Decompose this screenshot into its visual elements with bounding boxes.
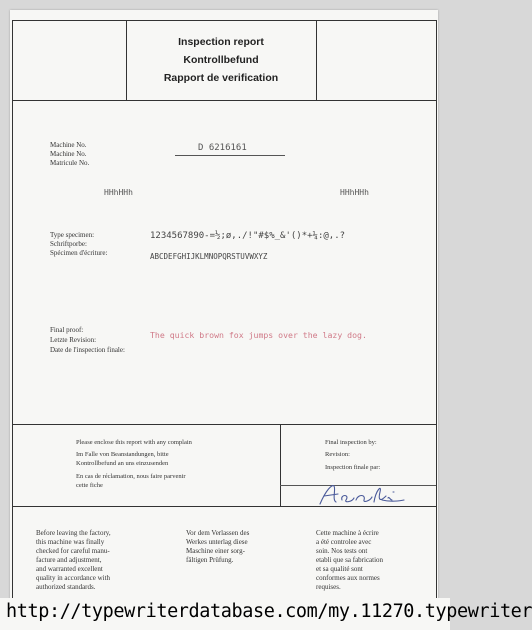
header-divider-right: [316, 20, 317, 100]
specimen-line-2: ABCDEFGHIJKLMNOPQRSTUVWXYZ: [150, 252, 268, 261]
frame-left: [12, 20, 13, 620]
complaint-en: Please enclose this report with any complain: [76, 439, 192, 446]
footer-de-0: Vor dem Verlassen des: [186, 529, 250, 537]
final-proof-label-fr: Date de l'inspection finale:: [50, 346, 125, 354]
sample-right: HHhHHh: [340, 188, 369, 197]
signature-text: Asahi: [316, 480, 319, 481]
footer-de-1: Werkes unterlag diese: [186, 538, 248, 546]
header-bottom-rule: [12, 100, 436, 101]
specimen-line-1: 1234567890-=½;ø,./!"#$%_&'()*+¼:@,.?: [150, 231, 346, 241]
title-de: Kontrollbefund: [183, 54, 259, 66]
footer-fr-6: requises.: [316, 583, 341, 591]
machine-number-underline: [175, 155, 285, 156]
footer-fr-2: soin. Nos tests ont: [316, 547, 368, 555]
footer-fr-0: Cette machine à écrire: [316, 529, 379, 537]
frame-right: [436, 20, 437, 620]
sample-left: HHhHHh: [104, 188, 133, 197]
complaint-de-1: Im Falle von Beanstandungen, bitte: [76, 451, 169, 458]
complaint-fr-2: cette fiche: [76, 482, 103, 489]
machine-label-fr: Matricule No.: [50, 159, 90, 167]
complaint-top-rule: [12, 424, 436, 425]
frame-top: [12, 20, 436, 21]
specimen-label-de: Schriftporbe:: [50, 240, 87, 248]
final-proof-label-de: Letzte Revision:: [50, 336, 97, 344]
complaint-de-2: Kontrollbefund an uns einzusenden: [76, 460, 169, 467]
footer-en-6: authorized standards.: [36, 583, 96, 591]
machine-label-en: Machine No.: [50, 141, 87, 149]
footer-en-2: checked for careful manu-: [36, 547, 110, 555]
title-en: Inspection report: [178, 36, 264, 48]
final-inspection-de: Revision:: [325, 451, 350, 458]
footer-fr-4: et sa qualité sont: [316, 565, 363, 573]
footer-en-3: facture and adjustment,: [36, 556, 102, 564]
watermark-url: http://typewriterdatabase.com/my.11270.typewriter: [6, 601, 532, 622]
footer-de-2: Maschine einer sorg-: [186, 547, 245, 555]
footer-fr-1: a été controlee avec: [316, 538, 372, 546]
specimen-label-en: Type specimen:: [50, 231, 95, 239]
complaint-divider: [280, 424, 281, 506]
specimen-label-fr: Spécimen d'écriture:: [50, 249, 108, 257]
complaint-fr-1: En cas de réclamation, nous faire parvenir: [76, 473, 186, 480]
footer-fr-5: conformes aux normes: [316, 574, 380, 582]
machine-number: D 6216161: [198, 143, 247, 153]
final-proof-label-en: Final proof:: [50, 326, 84, 334]
signature: [316, 480, 406, 510]
title-fr: Rapport de verification: [163, 72, 279, 84]
footer-en-4: and warranted excellent: [36, 565, 103, 573]
footer-en-5: quality in accordance with: [36, 574, 111, 582]
footer-de-3: fältigen Prüfung.: [186, 556, 234, 564]
final-proof-text: The quick brown fox jumps over the lazy dog.: [150, 330, 367, 340]
final-inspection-en: Final inspection by:: [325, 439, 377, 446]
footer-fr-3: etabli que sa fabrication: [316, 556, 384, 564]
machine-label-de: Machine No.: [50, 150, 87, 158]
report-sheet: [10, 10, 438, 630]
footer-en-1: this machine was finally: [36, 538, 105, 546]
footer-en-0: Before leaving the factory,: [36, 529, 111, 537]
final-inspection-fr: Inspection finale par:: [325, 464, 381, 471]
